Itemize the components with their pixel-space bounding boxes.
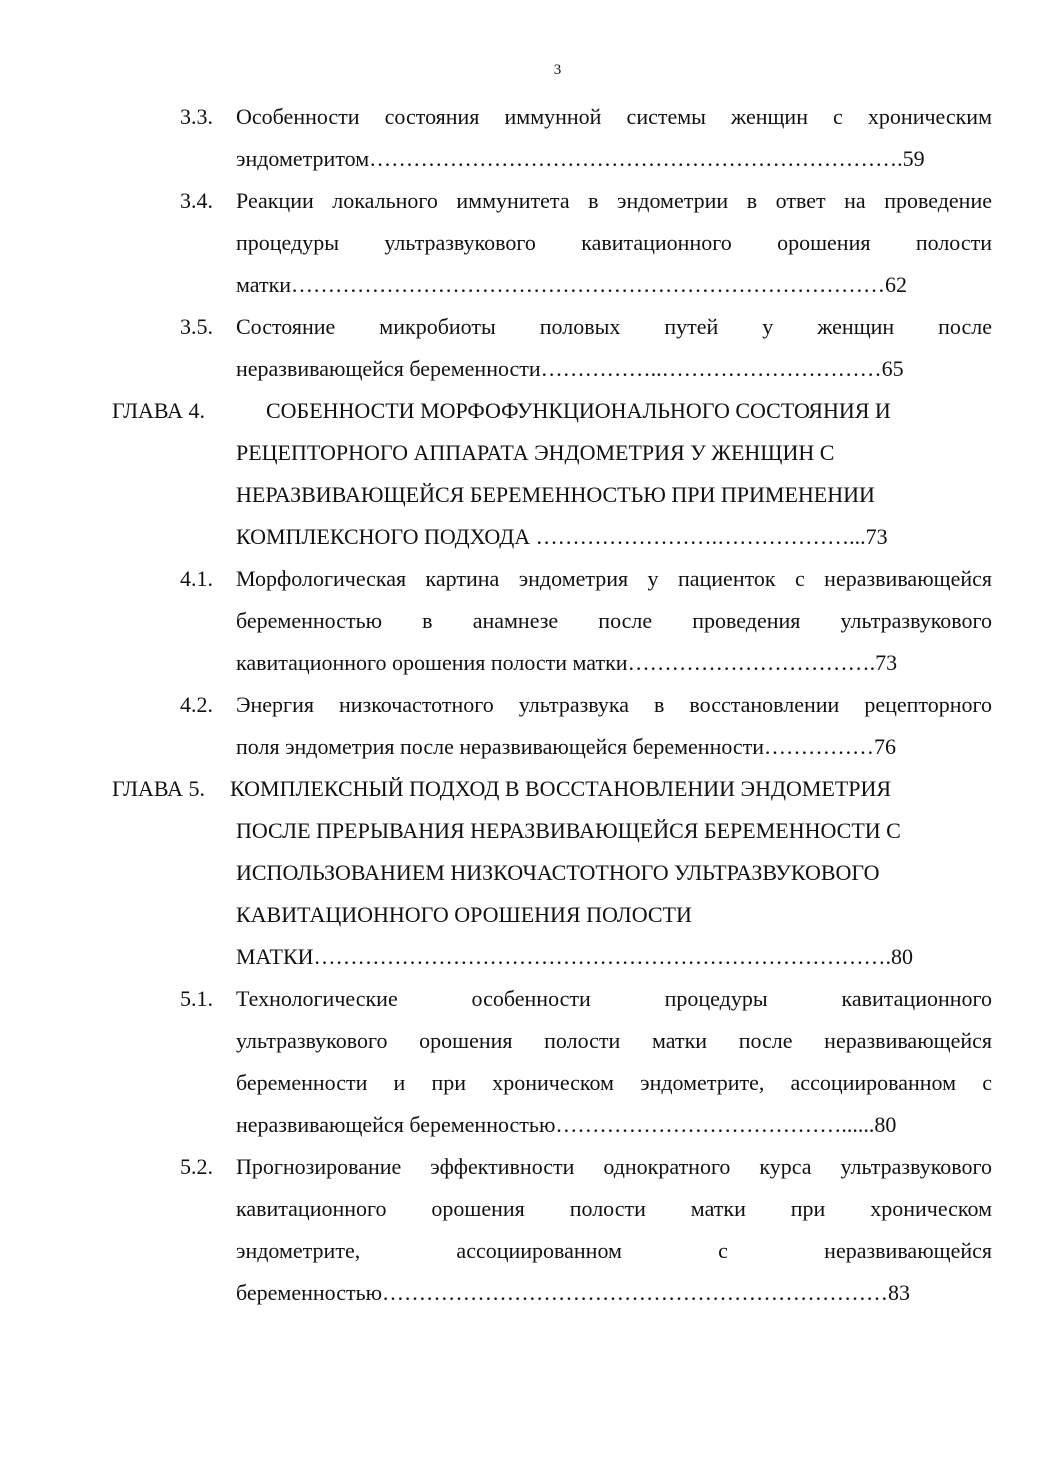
toc-chapter-5[interactable] bbox=[0, 768, 1040, 978]
toc-entry-line: Прогнозирование эффективности однократного курса ультразвукового bbox=[236, 1154, 992, 1179]
toc-entry-line: процедуры ультразвукового кавитационного орошения полости bbox=[236, 230, 992, 255]
toc-chapter-number: ГЛАВА 5. bbox=[112, 776, 206, 801]
toc-entry-line-with-page: поля эндометрия после неразвивающейся беременности……………76 bbox=[236, 734, 897, 759]
toc-chapter-title-line: РЕЦЕПТОРНОГО АППАРАТА ЭНДОМЕТРИЯ У ЖЕНЩИН С bbox=[236, 440, 835, 465]
toc-entry-3-5[interactable] bbox=[0, 306, 1040, 390]
page-number: 3 bbox=[553, 62, 562, 78]
toc-entry-line: кавитационного орошения полости матки при хроническом bbox=[236, 1196, 992, 1221]
toc-entry-3-3[interactable] bbox=[0, 96, 1040, 180]
toc-entry-line: Особенности состояния иммунной системы женщин с хроническим bbox=[236, 104, 992, 129]
toc-entry-number: 5.1. bbox=[180, 986, 213, 1011]
toc-entry-line: беременности и при хроническом эндометрите, ассоциированном с bbox=[236, 1070, 992, 1095]
toc-entry-4-2[interactable] bbox=[0, 684, 1040, 768]
toc-entry-line-with-page: неразвивающейся беременностью…………………………………......80 bbox=[236, 1112, 897, 1137]
toc-chapter-title-line: ПОСЛЕ ПРЕРЫВАНИЯ НЕРАЗВИВАЮЩЕЙСЯ БЕРЕМЕННОСТИ С bbox=[236, 818, 901, 843]
toc-chapter-title-line: СОБЕННОСТИ МОРФОФУНКЦИОНАЛЬНОГО СОСТОЯНИЯ И bbox=[266, 398, 891, 423]
toc-entry-number: 4.2. bbox=[180, 692, 213, 717]
toc-entry-line: Реакции локального иммунитета в эндометрии в ответ на проведение bbox=[236, 188, 992, 213]
toc-entry-3-4[interactable] bbox=[0, 180, 1040, 306]
table-of-contents bbox=[0, 96, 1040, 1314]
toc-entry-line: беременностью в анамнезе после проведения ультразвукового bbox=[236, 608, 992, 633]
toc-chapter-title-line: КОМПЛЕКСНЫЙ ПОДХОД В ВОССТАНОВЛЕНИИ ЭНДОМЕТРИЯ bbox=[230, 776, 892, 801]
toc-entry-line-with-page: матки………………………………………………………………………62 bbox=[236, 272, 908, 297]
toc-entry-number: 3.3. bbox=[180, 104, 213, 129]
toc-entry-line: ультразвукового орошения полости матки после неразвивающейся bbox=[236, 1028, 992, 1053]
toc-entry-4-1[interactable] bbox=[0, 558, 1040, 684]
toc-entry-number: 3.5. bbox=[180, 314, 213, 339]
toc-chapter-number: ГЛАВА 4. bbox=[112, 398, 206, 423]
toc-chapter-title-line: ИСПОЛЬЗОВАНИЕМ НИЗКОЧАСТОТНОГО УЛЬТРАЗВУКОВОГО bbox=[236, 860, 880, 885]
toc-chapter-title-line-with-page: МАТКИ…………………………………………………………………….80 bbox=[236, 944, 914, 969]
toc-entry-number: 3.4. bbox=[180, 188, 213, 213]
toc-entry-line: эндометрите, ассоциированном с неразвивающейся bbox=[236, 1238, 992, 1263]
toc-entry-line-with-page: эндометритом……………………………………………………………….59 bbox=[236, 146, 925, 171]
toc-entry-line: Энергия низкочастотного ультразвука в восстановлении рецепторного bbox=[236, 692, 992, 717]
toc-entry-number: 4.1. bbox=[180, 566, 213, 591]
toc-chapter-title-line-with-page: КОМПЛЕКСНОГО ПОДХОДА …………………….………………...73 bbox=[236, 524, 888, 549]
toc-entry-line-with-page: неразвивающейся беременности……………..…………………………65 bbox=[236, 356, 904, 381]
toc-entry-line-with-page: кавитационного орошения полости матки…………………………….73 bbox=[236, 650, 898, 675]
toc-chapter-title-line: КАВИТАЦИОННОГО ОРОШЕНИЯ ПОЛОСТИ bbox=[236, 902, 692, 927]
toc-entry-line: Состояние микробиоты половых путей у женщин после bbox=[236, 314, 992, 339]
toc-chapter-title-line: НЕРАЗВИВАЮЩЕЙСЯ БЕРЕМЕННОСТЬЮ ПРИ ПРИМЕНЕНИИ bbox=[236, 482, 875, 507]
toc-entry-5-1[interactable] bbox=[0, 978, 1040, 1146]
toc-entry-line-with-page: беременностью……………………………………………………………83 bbox=[236, 1280, 911, 1305]
toc-entry-line: Технологические особенности процедуры кавитационного bbox=[236, 986, 992, 1011]
toc-chapter-4[interactable] bbox=[0, 390, 1040, 558]
toc-entry-number: 5.2. bbox=[180, 1154, 213, 1179]
toc-entry-line: Морфологическая картина эндометрия у пациенток с неразвивающейся bbox=[236, 566, 992, 591]
toc-entry-5-2[interactable] bbox=[0, 1146, 1040, 1314]
